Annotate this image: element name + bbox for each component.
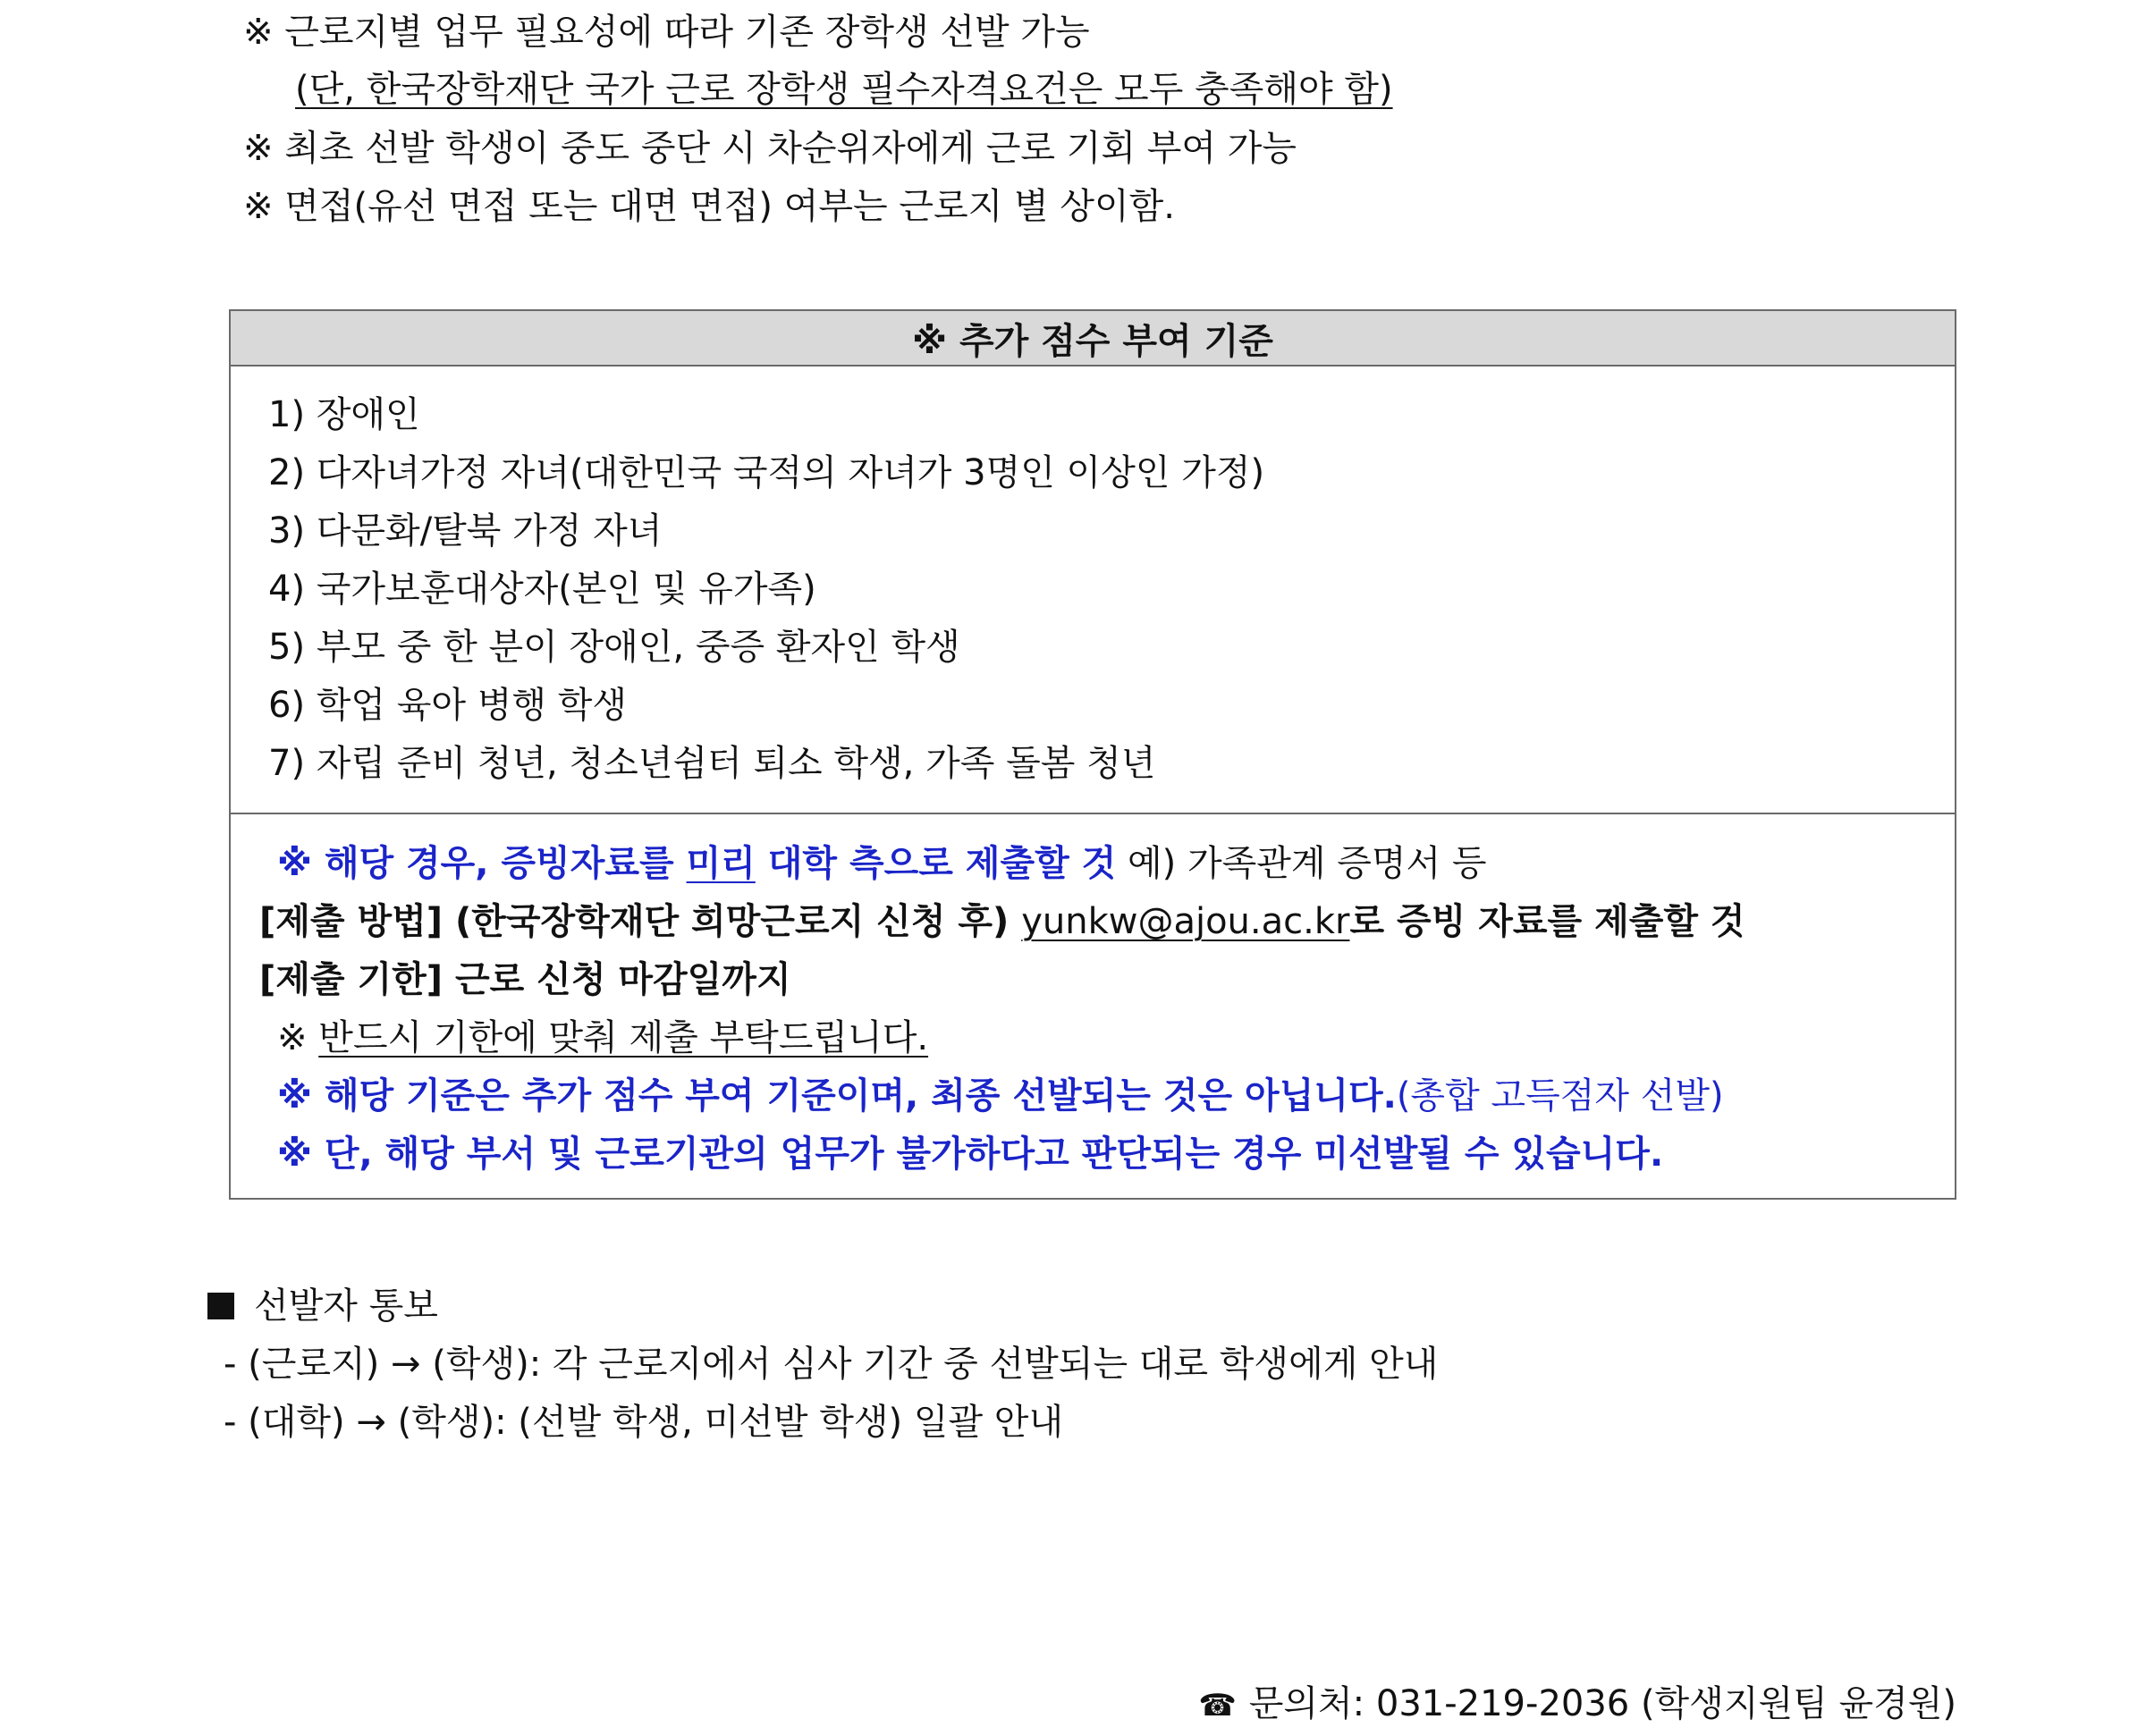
submission-method-label: [제출 방법] (한국장학재단 희망근로지 신청 후)	[259, 901, 1022, 942]
criteria-exception: ※ 단, 해당 부서 및 근로기관의 업무가 불가하다고 판단되는 경우 미선발될 수 있습니다.	[277, 1133, 1664, 1175]
submission-reminder-prefix: ※	[277, 1017, 319, 1058]
criteria-disclaimer-bold: ※ 해당 기준은 추가 점수 부여 기준이며, 최종 선발되는 것은 아닙니다.	[277, 1075, 1397, 1117]
contact-info	[1198, 1681, 1956, 1729]
criteria-item: 3) 다문화/탈북 가정 자녀	[268, 510, 663, 552]
submission-note-example: 예) 가족관계 증명서 등	[1116, 843, 1487, 884]
submission-note-suffix: 대학 측으로 제출할 것	[755, 843, 1117, 884]
submission-reminder-text: 반드시 기한에 맞춰 제출 부탁드립니다.	[318, 1017, 929, 1058]
note-next-candidate: ※ 최초 선발 학생이 중도 중단 시 차순위자에게 근로 기회 부여 가능	[243, 128, 1297, 169]
criteria-item: 2) 다자녀가정 자녀(대한민국 국적의 자녀가 3명인 이상인 가정)	[268, 452, 1265, 493]
note-eligibility-requirement: (단, 한국장학재단 국가 근로 장학생 필수자격요건은 모두 충족해야 함)	[295, 69, 1393, 110]
criteria-item: 7) 자립 준비 청년, 청소년쉼터 퇴소 학생, 가족 돌봄 청년	[268, 743, 1156, 784]
note-interview: ※ 면접(유선 면접 또는 대면 면접) 여부는 근로지 별 상이함.	[243, 186, 1175, 227]
submission-email-link[interactable]: yunkw@ajou.ac.kr	[1021, 901, 1350, 942]
selection-notice-workplace: - (근로지) → (학생): 각 근로지에서 심사 기간 중 선발되는 대로 학생에게 안내	[224, 1344, 1439, 1385]
submission-note	[277, 840, 1487, 887]
criteria-box-title: ※ 추가 점수 부여 기준	[231, 311, 1955, 367]
criteria-item: 6) 학업 육아 병행 학생	[268, 685, 628, 726]
submission-note-prefix: ※ 해당 경우, 증빙자료를	[277, 843, 687, 884]
criteria-box-divider	[231, 813, 1955, 814]
submission-method	[259, 898, 1745, 945]
square-bullet-icon	[207, 1293, 234, 1319]
submission-note-in-advance: 미리	[686, 843, 756, 884]
selection-notice-heading	[207, 1283, 438, 1329]
submission-deadline: [제출 기한] 근로 신청 마감일까지	[259, 959, 791, 1000]
note-existing-scholar: ※ 근로지별 업무 필요성에 따라 기존 장학생 선발 가능	[243, 12, 1090, 53]
submission-reminder	[277, 1015, 928, 1061]
criteria-disclaimer-normal: (총합 고득점자 선발)	[1396, 1075, 1724, 1117]
criteria-disclaimer	[277, 1073, 1724, 1119]
criteria-item: 1) 장애인	[268, 394, 420, 435]
submission-method-suffix: 로 증빙 자료를 제출할 것	[1349, 901, 1745, 942]
phone-icon: ☎	[1198, 1688, 1237, 1723]
criteria-item: 4) 국가보훈대상자(본인 및 유가족)	[268, 569, 816, 610]
selection-notice-university: - (대학) → (학생): (선발 학생, 미선발 학생) 일괄 안내	[224, 1402, 1064, 1443]
criteria-item: 5) 부모 중 한 분이 장애인, 중증 환자인 학생	[268, 627, 960, 668]
selection-notice-title: 선발자 통보	[254, 1285, 438, 1327]
contact-text: 문의처: 031-219-2036 (학생지원팀 윤경원)	[1248, 1683, 1956, 1724]
